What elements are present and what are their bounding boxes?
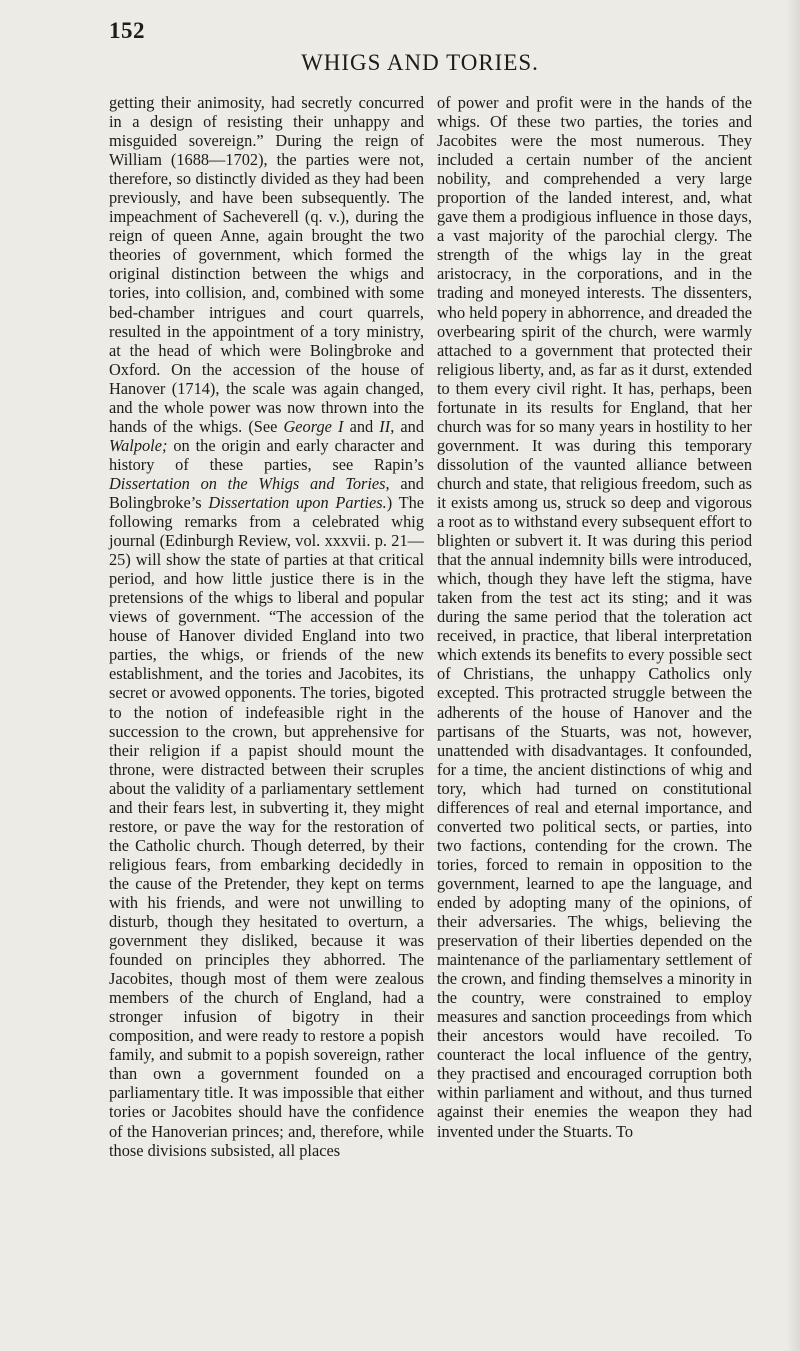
italic-title-bolingbroke: Dissertation upon Parties.	[208, 492, 387, 512]
text-run: , and	[390, 416, 424, 436]
text-run: getting their animosity, had secretly concurred in a design of resisting their unhappy and misguided sovereign.” During the reign of William (1688—1702), the parties were not, therefore, so distinctly divided as they had been previously, and have been subsequently. The impeachment of Sacheverell (q. v.), during the reign of queen Anne, again brought the two theories of government, which formed the original distinction between the whigs and tories, into collision, and, combined with some bed-chamber intrigues and court quarrels, resulted in the appointment of a tory ministry, at the head of which were Bolingbroke and Oxford. On the accession of the house of Hanover (1714), the scale was again changed, and the whole power was now thrown into the hands of the whigs. (See	[109, 93, 424, 436]
text-run: and	[343, 416, 380, 436]
italic-ref-george-i: George I	[283, 416, 344, 436]
text-run: on the origin and early character and history of these parties, see Rapin’s	[109, 435, 424, 474]
left-column-text	[109, 93, 424, 1160]
right-column	[437, 93, 752, 1141]
page-edge-shadow	[786, 0, 800, 1351]
right-column-text: of power and profit were in the hands of the whigs. Of these two parties, the tories and Jacobites were the most numerous. They included a certain number of the ancient nobility, and comprehended a very large proportion of the landed interest, and, what gave them a prodigious influence in those days, a vast majority of the parochial clergy. The strength of the whigs lay in the great aristocracy, in the corporations, and in the trading and moneyed interests. The dissenters, who held popery in abhorrence, and dreaded the overbearing spirit of the church, were warmly attached to a government that protected their religious liberty, and, as far as it durst, extended to them every civil right. It has, perhaps, been fortunate in its results for England, that her church was for so many years in hostility to her government. It was during this temporary dissolution of the vaunted alliance between church and state, that religious freedom, such as it exists among us, struck so deep and vigorous a root as to withstand every subsequent effort to blighten or subvert it. It was during this period that the annual indemnity bills were introduced, which, though they have left the stigma, have taken from the test act its sting; and it was during the same period that the toleration act received, in practice, that liberal interpretation which extends its benefits to every possible sect of Christians, the unhappy Catholics only excepted. This protracted struggle between the adherents of the house of Hanover and the partisans of the Stuarts, was not, however, unattended with disadvantages. It confounded, for a time, the ancient distinctions of whig and tory, which had turned on constitutional differences of real and eternal importance, and converted two political sects, or parties, into two factions, contending for the crown. The tories, forced to remain in opposition to the government, learned to ape the language, and ended by adopting many of the opinions, of their adversaries. The whigs, believing the preservation of their liberties depended on the maintenance of the parliamentary settlement of the crown, and finding themselves a minority in the country, were constrained to employ measures and sanction proceedings from which their ancestors would have recoiled. To counteract the local influence of the gentry, they practised and encouraged corruption both within parliament and without, and thus turned against their enemies the weapon they had invented under the Stuarts. To	[437, 93, 752, 1141]
italic-ref-walpole: Walpole;	[109, 435, 168, 455]
page-number: 152	[109, 18, 145, 43]
italic-ref-ii: II	[379, 416, 391, 436]
left-column	[109, 93, 424, 1160]
text-run: , and Bolingbroke’s	[109, 473, 424, 512]
text-run: ) The following remarks from a celebrated whig journal (Edinburgh Review, vol. xxxvii. p. 21—25) will show the state of parties at that critical period, and how little justice there is in the pretensions of the whigs to liberal and popular views of government. “The accession of the house of Hanover divided England into two parties, the whigs, or friends of the new establishment, and the tories and Jacobites, its secret or avowed opponents. The tories, bigoted to the notion of indefeasible right in the succession to the crown, but apprehensive for their religion if a papist should mount the throne, were distracted between their scruples about the validity of a parliamentary settlement and their fears lest, in subverting it, they might restore, or pave the way for the restoration of the Catholic church. Though deterred, by their religious fears, from embarking decidedly in the cause of the Pretender, they kept on terms with his friends, and were not unwilling to disturb, though they hesitated to overturn, a government they disliked, because it was founded on principles they abhorred. The Jacobites, though most of them were zealous members of the church of England, had a stronger infusion of bigotry in their composition, and were ready to restore a popish family, and submit to a popish sovereign, rather than own a government founded on a parliamentary title. It was impossible that either tories or Jacobites should have the confidence of the Hanoverian princes; and, therefore, while those divisions subsisted, all places	[109, 492, 424, 1160]
running-title: WHIGS AND TORIES.	[301, 50, 539, 75]
italic-title-rapin: Dissertation on the Whigs and Tories	[109, 473, 386, 493]
